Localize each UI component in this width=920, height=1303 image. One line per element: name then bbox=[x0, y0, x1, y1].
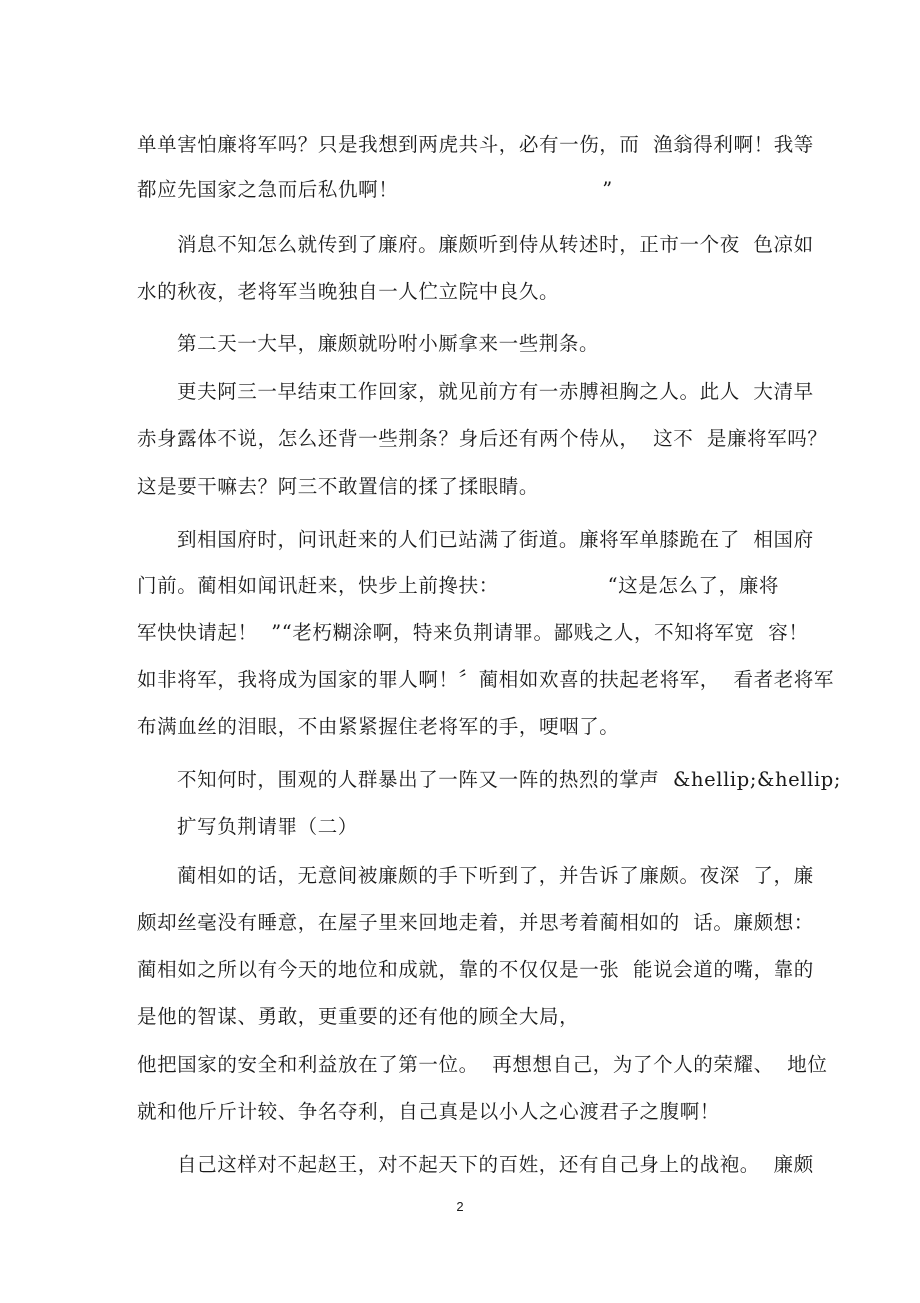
text-line: 就和他斤斤计较、争名夺利，自己真是以小人之心渡君子之腹啊！ bbox=[137, 1100, 720, 1123]
text-line: 赤身露体不说，怎么还背一些荆条？身后还有两个侍从， 这不 是廉将军吗？ bbox=[137, 427, 828, 450]
text-line: 军快快请起！ ”“老朽糊涂啊，特来负荆请罪。鄙贱之人，不知将军宽 容！ bbox=[137, 621, 809, 644]
text-line: 水的秋夜，老将军当晚独自一人伫立院中良久。 bbox=[137, 280, 560, 303]
text-line: 颇却丝毫没有睡意，在屋子里来回地走着，并思考着蔺相如的 话。廉颇想： bbox=[137, 911, 814, 934]
text-line: 布满血丝的泪眼，不由紧紧握住老将军的手，哽咽了。 bbox=[137, 715, 620, 738]
text-line: 是他的智谋、勇敢，更重要的还有他的顾全大局， bbox=[137, 1005, 580, 1028]
text-line: 单单害怕廉将军吗？只是我想到两虎共斗，必有一伤，而 渔翁得利啊！我等 bbox=[137, 133, 814, 156]
text-line: 消息不知怎么就传到了廉府。廉颇听到侍从转述时，正市一个夜 色凉如 bbox=[177, 233, 814, 256]
text-line: 更夫阿三一早结束工作回家，就见前方有一赤膊袒胸之人。此人 大清早 bbox=[177, 380, 814, 403]
text-line: 如非将军，我将成为国家的罪人啊！〞蔺相如欢喜的扶起老将军， 看者老将军 bbox=[137, 668, 834, 691]
text-line: 不知何时，围观的人群暴出了一阵又一阵的热烈的掌声 &hellip;&hellip; bbox=[177, 768, 842, 791]
text-line: 他把国家的安全和利益放在了第一位。 再想想自己，为了个人的荣耀、 地位 bbox=[137, 1053, 828, 1076]
text-line: 蔺相如之所以有今天的地位和成就，靠的不仅仅是一张 能说会道的嘴，靠的 bbox=[137, 958, 814, 981]
text-line: 到相国府时，问讯赶来的人们已站满了街道。廉将军单膝跪在了 相国府 bbox=[177, 528, 814, 551]
text-line: 自己这样对不起赵王，对不起天下的百姓，还有自己身上的战袍。 廉颇 bbox=[177, 1153, 814, 1176]
text-line: 蔺相如的话，无意间被廉颇的手下听到了，并告诉了廉颇。夜深 了，廉 bbox=[177, 864, 814, 887]
text-line: 这是要干嘛去？阿三不敢置信的揉了揉眼睛。 bbox=[137, 475, 540, 498]
text-line: 都应先国家之急而后私仇啊！ ” bbox=[137, 178, 613, 201]
section-heading: 扩写负荆请罪（二） bbox=[177, 815, 358, 838]
text-line: 第二天一大早，廉颇就吩咐小厮拿来一些荆条。 bbox=[177, 332, 600, 355]
page-number: 2 bbox=[456, 1199, 464, 1214]
text-line: 门前。蔺相如闻讯赶来，快步上前搀扶： “这是怎么了，廉将 bbox=[137, 574, 779, 597]
